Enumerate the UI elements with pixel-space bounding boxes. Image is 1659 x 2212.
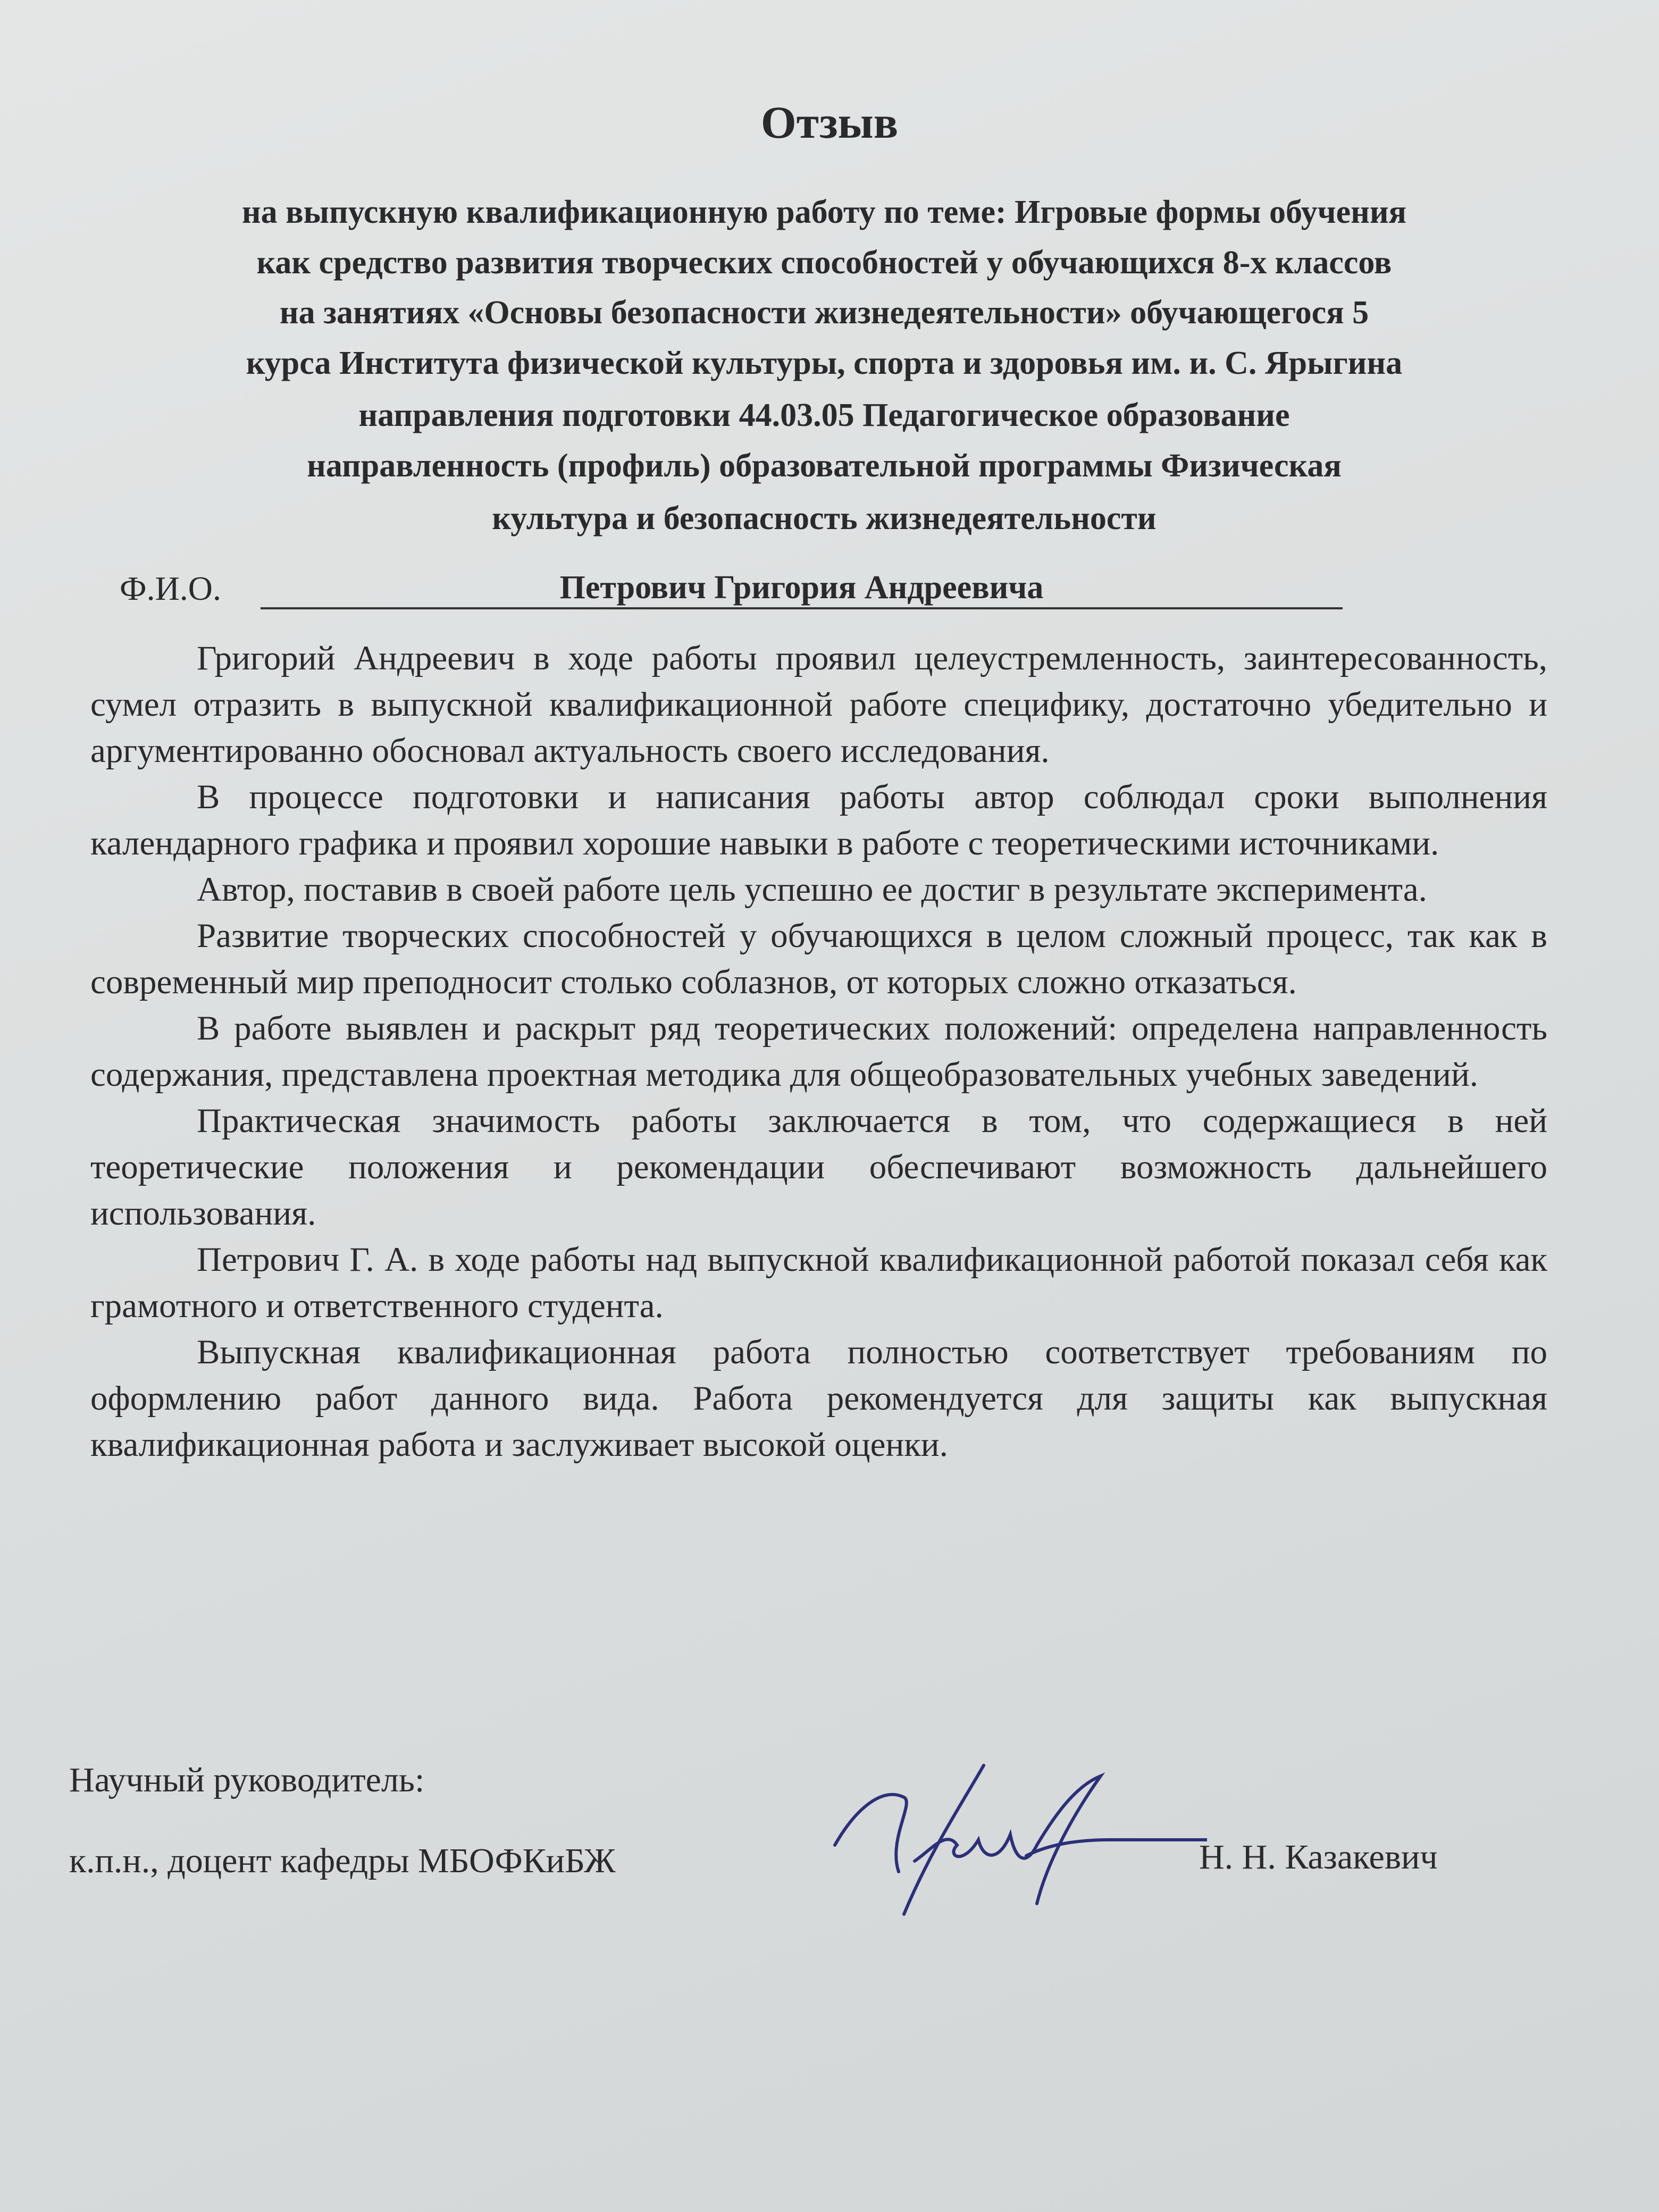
paragraph: Автор, поставив в своей работе цель успешно ее достиг в результате эксперимента. (197, 870, 1427, 909)
heading-line: курса Института физической культуры, спорта и здоровья им. и. С. Ярыгина (246, 345, 1403, 381)
handwritten-signature (824, 1755, 1207, 1925)
supervisor-name: Н. Н. Казакевич (1199, 1838, 1438, 1876)
supervisor-label: Научный руководитель: (69, 1761, 425, 1799)
paragraph: В процессе подготовки и написания работы автор соблюдал сроки выполнения календарного графика и проявил хорошие навыки в работе с теоретическими источниками. (90, 778, 1547, 862)
heading-line: на занятиях «Основы безопасности жизнедеятельности» обучающегося 5 (279, 295, 1369, 331)
fio-value: Петрович Григория Андреевича (261, 569, 1343, 609)
paragraph: Петрович Г. А. в ходе работы над выпускной квалификационной работой показал себя как грамотного и ответственного студента. (90, 1241, 1547, 1325)
review-body (90, 635, 1547, 1468)
paragraph: Практическая значимость работы заключается в том, что содержащиеся в ней теоретические положения и рекомендации обеспечивают возможность дальнейшего использования. (90, 1102, 1547, 1233)
heading-line: направления подготовки 44.03.05 Педагогическое образование (358, 397, 1290, 433)
supervisor-position: к.п.н., доцент кафедры МБОФКиБЖ (69, 1841, 616, 1880)
heading-line: на выпускную квалификационную работу по теме: Игровые формы обучения (241, 194, 1407, 230)
fio-label: Ф.И.О. (120, 569, 221, 607)
heading-line: направленность (профиль) образовательной программы Физическая (307, 448, 1342, 484)
document-title: Отзыв (760, 97, 899, 148)
paragraph: Развитие творческих способностей у обучающихся в целом сложный процесс, так как в современный мир преподносит столько соблазнов, от которых сложно отказаться. (90, 917, 1547, 1001)
paragraph: Григорий Андреевич в ходе работы проявил целеустремленность, заинтересованность, сумел отразить в выпускной квалификационной работе специфику, достаточно убедительно и аргументированно обосновал актуальность своего исследования. (90, 639, 1547, 770)
paragraph: Выпускная квалификационная работа полностью соответствует требованиям по оформлению работ данного вида. Работа рекомендуется для защиты как выпускная квалификационная работа и заслуживает высокой оценки. (90, 1333, 1547, 1464)
heading-line: культура и безопасность жизнедеятельности (492, 500, 1157, 537)
paragraph: В работе выявлен и раскрыт ряд теоретических положений: определена направленность содержания, представлена проектная методика для общеобразовательных учебных заведений. (90, 1009, 1547, 1094)
heading-line: как средство развития творческих способностей у обучающихся 8-х классов (256, 245, 1392, 281)
